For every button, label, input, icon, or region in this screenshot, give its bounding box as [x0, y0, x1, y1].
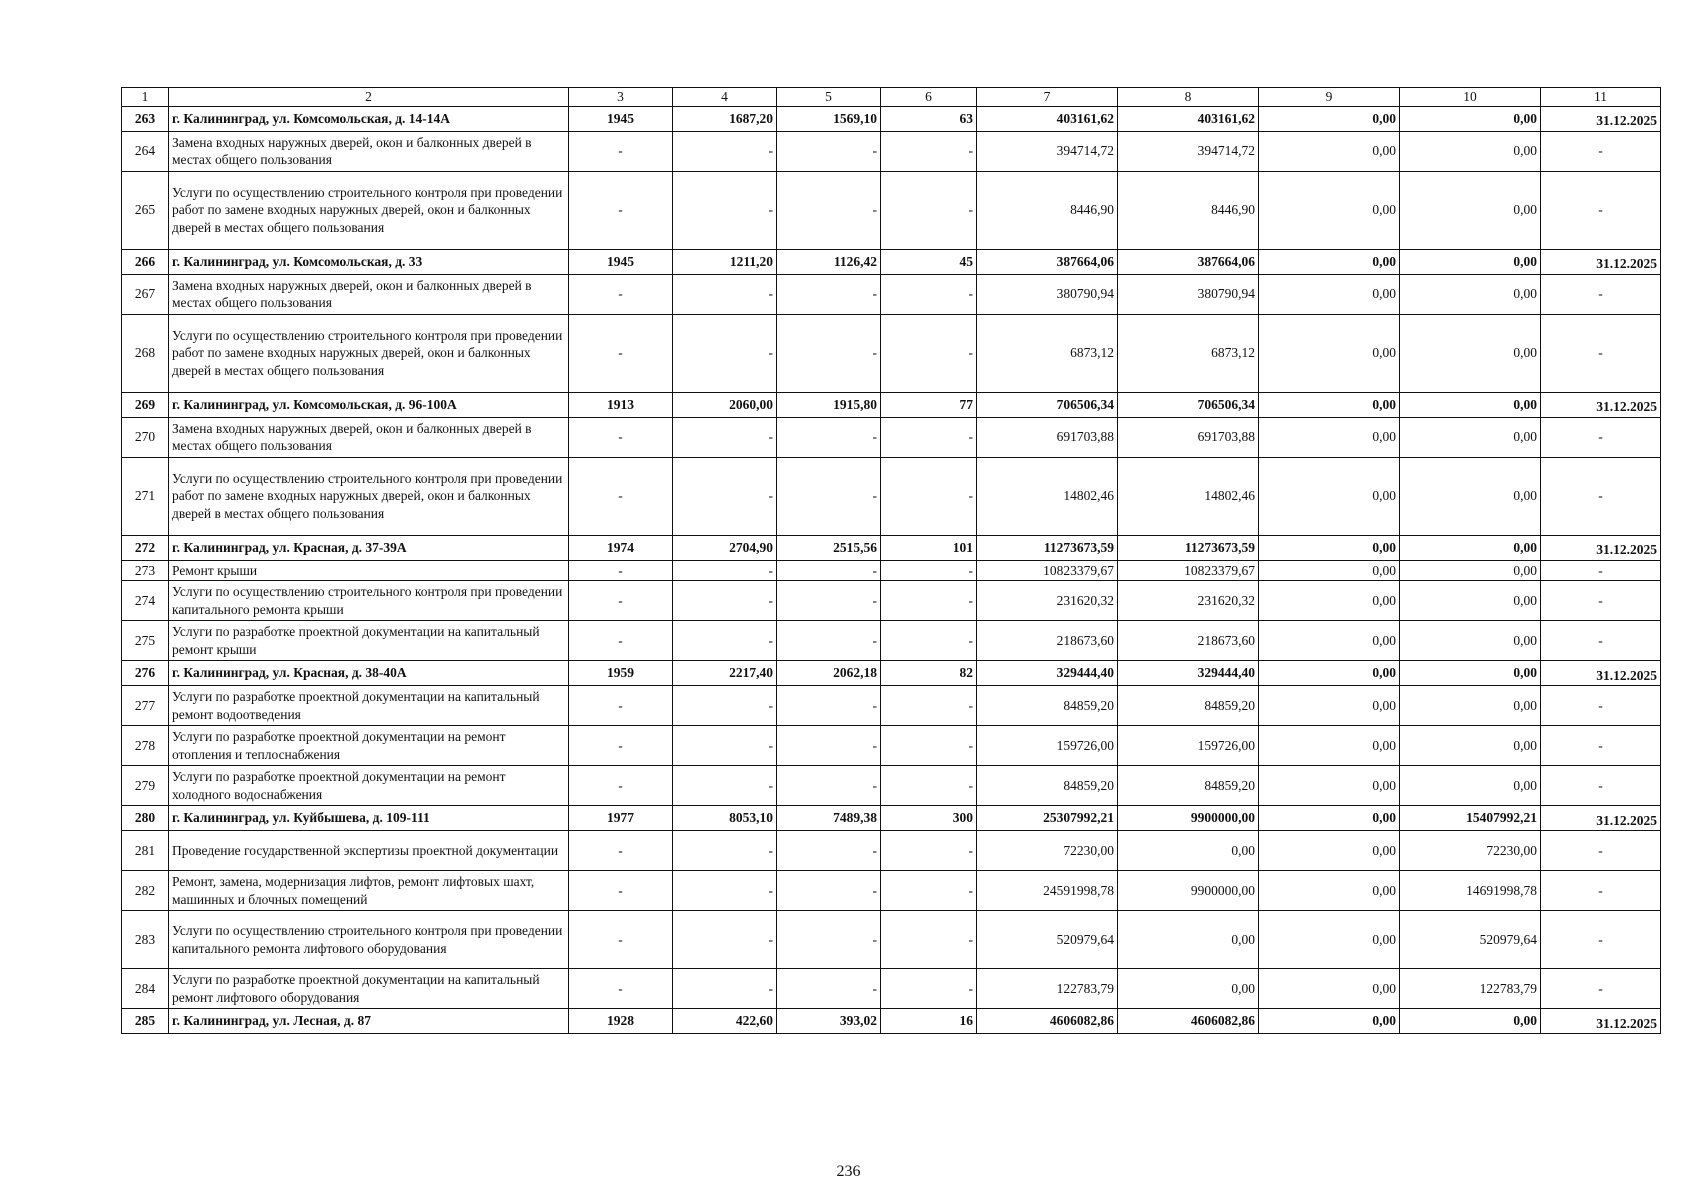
row-number-cell: 276 — [122, 661, 169, 686]
completion-date-cell: - — [1541, 171, 1661, 249]
fund-cost-cell: 159726,00 — [1118, 726, 1259, 766]
fund-cost-cell: 218673,60 — [1118, 621, 1259, 661]
description-cell: Услуги по осуществлению строительного контроля при проведении работ по замене входных наружных дверей, окон и балконных дверей в местах общего пользования — [169, 314, 569, 392]
budget-cost-cell: 0,00 — [1259, 314, 1400, 392]
total-cost-cell: 122783,79 — [977, 969, 1118, 1009]
total-area-cell: 422,60 — [673, 1009, 777, 1034]
year-cell: 1959 — [569, 661, 673, 686]
column-number-header: 2 — [169, 88, 569, 107]
budget-cost-cell: 0,00 — [1259, 969, 1400, 1009]
year-cell: - — [569, 686, 673, 726]
fund-cost-cell: 84859,20 — [1118, 686, 1259, 726]
year-cell: - — [569, 417, 673, 457]
total-area-cell: - — [673, 274, 777, 314]
address-group-row — [122, 106, 1661, 131]
address-group-row — [122, 535, 1661, 560]
budget-cost-cell: 0,00 — [1259, 249, 1400, 274]
total-cost-cell: 25307992,21 — [977, 806, 1118, 831]
fund-cost-cell: 14802,46 — [1118, 457, 1259, 535]
total-area-cell: - — [673, 766, 777, 806]
area-cell: - — [777, 581, 881, 621]
fund-cost-cell: 394714,72 — [1118, 131, 1259, 171]
total-area-cell: 1687,20 — [673, 106, 777, 131]
row-number-cell: 277 — [122, 686, 169, 726]
total-cost-cell: 14802,46 — [977, 457, 1118, 535]
completion-date-cell: 31.12.2025 — [1541, 661, 1661, 686]
residents-cell: - — [881, 581, 977, 621]
page-number: 236 — [836, 1163, 861, 1180]
column-number-header: 5 — [777, 88, 881, 107]
total-area-cell: - — [673, 831, 777, 871]
work-item-row — [122, 171, 1661, 249]
work-item-row — [122, 969, 1661, 1009]
fund-cost-cell: 6873,12 — [1118, 314, 1259, 392]
row-number-cell: 282 — [122, 871, 169, 911]
description-cell: Услуги по разработке проектной документации на капитальный ремонт водоотведения — [169, 686, 569, 726]
completion-date-cell: - — [1541, 621, 1661, 661]
total-cost-cell: 218673,60 — [977, 621, 1118, 661]
year-cell: - — [569, 969, 673, 1009]
row-number-cell: 265 — [122, 171, 169, 249]
column-number-header: 3 — [569, 88, 673, 107]
owners-cost-cell: 15407992,21 — [1400, 806, 1541, 831]
description-cell: Проведение государственной экспертизы проектной документации — [169, 831, 569, 871]
year-cell: - — [569, 621, 673, 661]
completion-date-cell: - — [1541, 457, 1661, 535]
row-number-cell: 268 — [122, 314, 169, 392]
owners-cost-cell: 0,00 — [1400, 726, 1541, 766]
work-item-row — [122, 766, 1661, 806]
year-cell: - — [569, 274, 673, 314]
fund-cost-cell: 387664,06 — [1118, 249, 1259, 274]
total-area-cell: - — [673, 581, 777, 621]
column-number-header: 9 — [1259, 88, 1400, 107]
residents-cell: - — [881, 686, 977, 726]
year-cell: - — [569, 171, 673, 249]
residents-cell: 45 — [881, 249, 977, 274]
work-item-row — [122, 314, 1661, 392]
year-cell: 1928 — [569, 1009, 673, 1034]
budget-cost-cell: 0,00 — [1259, 661, 1400, 686]
fund-cost-cell: 4606082,86 — [1118, 1009, 1259, 1034]
work-item-row — [122, 621, 1661, 661]
fund-cost-cell: 0,00 — [1118, 911, 1259, 969]
total-area-cell: - — [673, 457, 777, 535]
fund-cost-cell: 8446,90 — [1118, 171, 1259, 249]
year-cell: - — [569, 766, 673, 806]
description-cell: Услуги по разработке проектной документации на ремонт отопления и теплоснабжения — [169, 726, 569, 766]
fund-cost-cell: 706506,34 — [1118, 392, 1259, 417]
row-number-cell: 283 — [122, 911, 169, 969]
year-cell: 1977 — [569, 806, 673, 831]
residents-cell: - — [881, 831, 977, 871]
completion-date-cell: - — [1541, 581, 1661, 621]
total-cost-cell: 10823379,67 — [977, 560, 1118, 581]
total-cost-cell: 387664,06 — [977, 249, 1118, 274]
total-cost-cell: 84859,20 — [977, 686, 1118, 726]
completion-date-cell: - — [1541, 969, 1661, 1009]
description-cell: Услуги по осуществлению строительного контроля при проведении работ по замене входных наружных дверей, окон и балконных дверей в местах общего пользования — [169, 171, 569, 249]
residents-cell: - — [881, 417, 977, 457]
completion-date-cell: 31.12.2025 — [1541, 806, 1661, 831]
description-cell: г. Калининград, ул. Лесная, д. 87 — [169, 1009, 569, 1034]
year-cell: - — [569, 457, 673, 535]
total-area-cell: - — [673, 686, 777, 726]
description-cell: Замена входных наружных дверей, окон и балконных дверей в местах общего пользования — [169, 417, 569, 457]
description-cell: г. Калининград, ул. Комсомольская, д. 14-14А — [169, 106, 569, 131]
work-item-row — [122, 911, 1661, 969]
row-number-cell: 279 — [122, 766, 169, 806]
year-cell: - — [569, 831, 673, 871]
column-number-header: 11 — [1541, 88, 1661, 107]
address-group-row — [122, 661, 1661, 686]
area-cell: - — [777, 457, 881, 535]
area-cell: 2515,56 — [777, 535, 881, 560]
row-number-cell: 272 — [122, 535, 169, 560]
budget-cost-cell: 0,00 — [1259, 766, 1400, 806]
total-cost-cell: 520979,64 — [977, 911, 1118, 969]
description-cell: Ремонт крыши — [169, 560, 569, 581]
area-cell: - — [777, 131, 881, 171]
budget-cost-cell: 0,00 — [1259, 831, 1400, 871]
fund-cost-cell: 10823379,67 — [1118, 560, 1259, 581]
row-number-cell: 271 — [122, 457, 169, 535]
column-number-header: 10 — [1400, 88, 1541, 107]
budget-cost-cell: 0,00 — [1259, 1009, 1400, 1034]
completion-date-cell: 31.12.2025 — [1541, 106, 1661, 131]
owners-cost-cell: 122783,79 — [1400, 969, 1541, 1009]
row-number-cell: 267 — [122, 274, 169, 314]
area-cell: 1569,10 — [777, 106, 881, 131]
owners-cost-cell: 72230,00 — [1400, 831, 1541, 871]
area-cell: - — [777, 417, 881, 457]
fund-cost-cell: 84859,20 — [1118, 766, 1259, 806]
residents-cell: - — [881, 726, 977, 766]
row-number-cell: 284 — [122, 969, 169, 1009]
area-cell: - — [777, 171, 881, 249]
area-cell: 1915,80 — [777, 392, 881, 417]
year-cell: 1974 — [569, 535, 673, 560]
work-item-row — [122, 686, 1661, 726]
owners-cost-cell: 0,00 — [1400, 621, 1541, 661]
total-cost-cell: 24591998,78 — [977, 871, 1118, 911]
area-cell: - — [777, 314, 881, 392]
total-cost-cell: 84859,20 — [977, 766, 1118, 806]
description-cell: Замена входных наружных дверей, окон и балконных дверей в местах общего пользования — [169, 274, 569, 314]
description-cell: Услуги по разработке проектной документации на ремонт холодного водоснабжения — [169, 766, 569, 806]
completion-date-cell: - — [1541, 726, 1661, 766]
total-cost-cell: 72230,00 — [977, 831, 1118, 871]
owners-cost-cell: 0,00 — [1400, 581, 1541, 621]
total-cost-cell: 159726,00 — [977, 726, 1118, 766]
work-item-row — [122, 274, 1661, 314]
budget-cost-cell: 0,00 — [1259, 417, 1400, 457]
total-area-cell: - — [673, 314, 777, 392]
work-item-row — [122, 871, 1661, 911]
residents-cell: 82 — [881, 661, 977, 686]
owners-cost-cell: 0,00 — [1400, 171, 1541, 249]
row-number-cell: 273 — [122, 560, 169, 581]
completion-date-cell: - — [1541, 831, 1661, 871]
year-cell: - — [569, 726, 673, 766]
owners-cost-cell: 0,00 — [1400, 766, 1541, 806]
residents-cell: - — [881, 766, 977, 806]
residents-cell: - — [881, 314, 977, 392]
area-cell: - — [777, 911, 881, 969]
address-group-row — [122, 249, 1661, 274]
residents-cell: - — [881, 171, 977, 249]
capital-repair-table — [121, 87, 1661, 1034]
completion-date-cell: 31.12.2025 — [1541, 249, 1661, 274]
budget-cost-cell: 0,00 — [1259, 871, 1400, 911]
completion-date-cell: - — [1541, 871, 1661, 911]
work-item-row — [122, 831, 1661, 871]
year-cell: 1945 — [569, 249, 673, 274]
residents-cell: 16 — [881, 1009, 977, 1034]
owners-cost-cell: 0,00 — [1400, 274, 1541, 314]
total-cost-cell: 394714,72 — [977, 131, 1118, 171]
row-number-cell: 264 — [122, 131, 169, 171]
owners-cost-cell: 0,00 — [1400, 131, 1541, 171]
owners-cost-cell: 0,00 — [1400, 249, 1541, 274]
area-cell: - — [777, 969, 881, 1009]
work-item-row — [122, 457, 1661, 535]
budget-cost-cell: 0,00 — [1259, 621, 1400, 661]
description-cell: г. Калининград, ул. Комсомольская, д. 33 — [169, 249, 569, 274]
row-number-cell: 280 — [122, 806, 169, 831]
fund-cost-cell: 403161,62 — [1118, 106, 1259, 131]
owners-cost-cell: 0,00 — [1400, 392, 1541, 417]
completion-date-cell: - — [1541, 560, 1661, 581]
budget-cost-cell: 0,00 — [1259, 581, 1400, 621]
row-number-cell: 263 — [122, 106, 169, 131]
budget-cost-cell: 0,00 — [1259, 726, 1400, 766]
area-cell: - — [777, 274, 881, 314]
year-cell: - — [569, 131, 673, 171]
residents-cell: 101 — [881, 535, 977, 560]
total-area-cell: - — [673, 871, 777, 911]
owners-cost-cell: 0,00 — [1400, 661, 1541, 686]
address-group-row — [122, 806, 1661, 831]
total-area-cell: - — [673, 621, 777, 661]
address-group-row — [122, 1009, 1661, 1034]
fund-cost-cell: 380790,94 — [1118, 274, 1259, 314]
column-number-header: 1 — [122, 88, 169, 107]
owners-cost-cell: 0,00 — [1400, 417, 1541, 457]
total-area-cell: - — [673, 171, 777, 249]
description-cell: Услуги по осуществлению строительного контроля при проведении капитального ремонта крыши — [169, 581, 569, 621]
budget-cost-cell: 0,00 — [1259, 131, 1400, 171]
row-number-cell: 275 — [122, 621, 169, 661]
row-number-cell: 278 — [122, 726, 169, 766]
fund-cost-cell: 9900000,00 — [1118, 806, 1259, 831]
address-group-row — [122, 392, 1661, 417]
fund-cost-cell: 691703,88 — [1118, 417, 1259, 457]
column-number-header-row — [122, 88, 1661, 107]
area-cell: 393,02 — [777, 1009, 881, 1034]
year-cell: - — [569, 911, 673, 969]
total-area-cell: - — [673, 969, 777, 1009]
residents-cell: - — [881, 131, 977, 171]
area-cell: - — [777, 686, 881, 726]
total-cost-cell: 691703,88 — [977, 417, 1118, 457]
work-item-row — [122, 131, 1661, 171]
area-cell: - — [777, 560, 881, 581]
year-cell: - — [569, 314, 673, 392]
total-area-cell: - — [673, 560, 777, 581]
total-cost-cell: 231620,32 — [977, 581, 1118, 621]
owners-cost-cell: 14691998,78 — [1400, 871, 1541, 911]
fund-cost-cell: 0,00 — [1118, 969, 1259, 1009]
area-cell: 2062,18 — [777, 661, 881, 686]
description-cell: г. Калининград, ул. Красная, д. 37-39А — [169, 535, 569, 560]
area-cell: - — [777, 871, 881, 911]
table-body — [122, 106, 1661, 1034]
residents-cell: - — [881, 621, 977, 661]
owners-cost-cell: 0,00 — [1400, 560, 1541, 581]
description-cell: Ремонт, замена, модернизация лифтов, ремонт лифтовых шахт, машинных и блочных помещений — [169, 871, 569, 911]
residents-cell: - — [881, 911, 977, 969]
budget-cost-cell: 0,00 — [1259, 535, 1400, 560]
residents-cell: - — [881, 560, 977, 581]
total-cost-cell: 380790,94 — [977, 274, 1118, 314]
row-number-cell: 281 — [122, 831, 169, 871]
work-item-row — [122, 581, 1661, 621]
total-cost-cell: 403161,62 — [977, 106, 1118, 131]
work-item-row — [122, 417, 1661, 457]
description-cell: г. Калининград, ул. Комсомольская, д. 96-100А — [169, 392, 569, 417]
total-cost-cell: 11273673,59 — [977, 535, 1118, 560]
total-area-cell: 2060,00 — [673, 392, 777, 417]
total-area-cell: - — [673, 131, 777, 171]
total-area-cell: - — [673, 417, 777, 457]
description-cell: г. Калининград, ул. Красная, д. 38-40А — [169, 661, 569, 686]
residents-cell: - — [881, 457, 977, 535]
area-cell: - — [777, 766, 881, 806]
work-item-row — [122, 726, 1661, 766]
residents-cell: - — [881, 871, 977, 911]
fund-cost-cell: 11273673,59 — [1118, 535, 1259, 560]
year-cell: - — [569, 560, 673, 581]
completion-date-cell: 31.12.2025 — [1541, 392, 1661, 417]
year-cell: 1945 — [569, 106, 673, 131]
residents-cell: 300 — [881, 806, 977, 831]
total-area-cell: - — [673, 726, 777, 766]
description-cell: Услуги по осуществлению строительного контроля при проведении работ по замене входных наружных дверей, окон и балконных дверей в местах общего пользования — [169, 457, 569, 535]
row-number-cell: 270 — [122, 417, 169, 457]
area-cell: - — [777, 726, 881, 766]
row-number-cell: 269 — [122, 392, 169, 417]
column-number-header: 4 — [673, 88, 777, 107]
budget-cost-cell: 0,00 — [1259, 911, 1400, 969]
budget-cost-cell: 0,00 — [1259, 560, 1400, 581]
area-cell: - — [777, 831, 881, 871]
total-cost-cell: 6873,12 — [977, 314, 1118, 392]
owners-cost-cell: 0,00 — [1400, 457, 1541, 535]
completion-date-cell: - — [1541, 911, 1661, 969]
area-cell: - — [777, 621, 881, 661]
owners-cost-cell: 0,00 — [1400, 535, 1541, 560]
column-number-header: 8 — [1118, 88, 1259, 107]
owners-cost-cell: 0,00 — [1400, 314, 1541, 392]
total-area-cell: 1211,20 — [673, 249, 777, 274]
total-cost-cell: 329444,40 — [977, 661, 1118, 686]
total-cost-cell: 4606082,86 — [977, 1009, 1118, 1034]
description-cell: Услуги по разработке проектной документации на капитальный ремонт крыши — [169, 621, 569, 661]
completion-date-cell: - — [1541, 686, 1661, 726]
description-cell: Замена входных наружных дверей, окон и балконных дверей в местах общего пользования — [169, 131, 569, 171]
completion-date-cell: 31.12.2025 — [1541, 535, 1661, 560]
total-area-cell: 2217,40 — [673, 661, 777, 686]
budget-cost-cell: 0,00 — [1259, 806, 1400, 831]
column-number-header: 6 — [881, 88, 977, 107]
fund-cost-cell: 231620,32 — [1118, 581, 1259, 621]
residents-cell: - — [881, 969, 977, 1009]
description-cell: Услуги по разработке проектной документации на капитальный ремонт лифтового оборудования — [169, 969, 569, 1009]
fund-cost-cell: 9900000,00 — [1118, 871, 1259, 911]
completion-date-cell: 31.12.2025 — [1541, 1009, 1661, 1034]
residents-cell: - — [881, 274, 977, 314]
row-number-cell: 274 — [122, 581, 169, 621]
budget-cost-cell: 0,00 — [1259, 392, 1400, 417]
area-cell: 7489,38 — [777, 806, 881, 831]
row-number-cell: 285 — [122, 1009, 169, 1034]
owners-cost-cell: 0,00 — [1400, 686, 1541, 726]
residents-cell: 77 — [881, 392, 977, 417]
budget-cost-cell: 0,00 — [1259, 171, 1400, 249]
residents-cell: 63 — [881, 106, 977, 131]
total-area-cell: 2704,90 — [673, 535, 777, 560]
work-item-row — [122, 560, 1661, 581]
owners-cost-cell: 520979,64 — [1400, 911, 1541, 969]
owners-cost-cell: 0,00 — [1400, 106, 1541, 131]
description-cell: г. Калининград, ул. Куйбышева, д. 109-111 — [169, 806, 569, 831]
budget-cost-cell: 0,00 — [1259, 686, 1400, 726]
fund-cost-cell: 0,00 — [1118, 831, 1259, 871]
budget-cost-cell: 0,00 — [1259, 274, 1400, 314]
completion-date-cell: - — [1541, 314, 1661, 392]
total-area-cell: 8053,10 — [673, 806, 777, 831]
completion-date-cell: - — [1541, 766, 1661, 806]
owners-cost-cell: 0,00 — [1400, 1009, 1541, 1034]
budget-cost-cell: 0,00 — [1259, 457, 1400, 535]
row-number-cell: 266 — [122, 249, 169, 274]
total-cost-cell: 706506,34 — [977, 392, 1118, 417]
column-number-header: 7 — [977, 88, 1118, 107]
completion-date-cell: - — [1541, 131, 1661, 171]
total-cost-cell: 8446,90 — [977, 171, 1118, 249]
fund-cost-cell: 329444,40 — [1118, 661, 1259, 686]
area-cell: 1126,42 — [777, 249, 881, 274]
completion-date-cell: - — [1541, 417, 1661, 457]
year-cell: - — [569, 871, 673, 911]
year-cell: 1913 — [569, 392, 673, 417]
year-cell: - — [569, 581, 673, 621]
budget-cost-cell: 0,00 — [1259, 106, 1400, 131]
description-cell: Услуги по осуществлению строительного контроля при проведении капитального ремонта лифтового оборудования — [169, 911, 569, 969]
total-area-cell: - — [673, 911, 777, 969]
completion-date-cell: - — [1541, 274, 1661, 314]
